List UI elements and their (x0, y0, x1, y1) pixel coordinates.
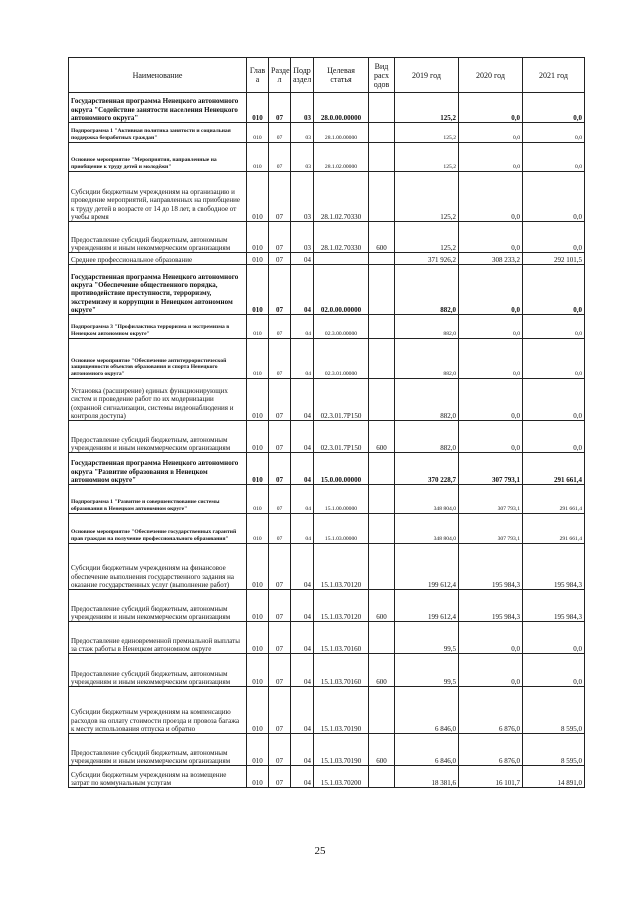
row-2021: 291 661,4 (523, 453, 585, 485)
row-2020: 0,0 (459, 172, 523, 222)
row-2021: 292 101,5 (523, 253, 585, 265)
row-2019: 199 612,4 (395, 544, 459, 590)
row-2019: 6 846,0 (395, 734, 459, 766)
row-2020: 6 876,0 (459, 687, 523, 734)
row-podrazdel: 03 (291, 143, 314, 172)
row-razdel: 07 (269, 143, 291, 172)
row-razdel: 07 (269, 123, 291, 143)
row-vid (369, 687, 395, 734)
row-name: Предоставление субсидий бюджетным, автономным учреждениям и иным некоммерческим организациям (69, 222, 247, 253)
row-vid (369, 123, 395, 143)
header-glava: Глав а (247, 58, 269, 93)
table-row (69, 265, 585, 315)
row-podrazdel: 04 (291, 315, 314, 339)
row-razdel: 07 (269, 544, 291, 590)
row-statya (314, 253, 369, 265)
table-row (69, 123, 585, 143)
row-statya: 15.1.03.70120 (314, 590, 369, 622)
row-2020: 0,0 (459, 379, 523, 421)
row-podrazdel: 04 (291, 590, 314, 622)
row-statya: 02.0.00.00000 (314, 265, 369, 315)
header-statya: Целевая статья (314, 58, 369, 93)
row-razdel: 07 (269, 315, 291, 339)
row-2019: 882,0 (395, 315, 459, 339)
row-razdel: 07 (269, 590, 291, 622)
table-row (69, 453, 585, 485)
table-row (69, 172, 585, 222)
row-2020: 195 984,3 (459, 544, 523, 590)
row-name: Предоставление субсидий бюджетным, автономным учреждениям и иным некоммерческим организациям (69, 654, 247, 687)
header-name: Наименование (69, 58, 247, 93)
row-name: Основное мероприятие "Обеспечение государственных гарантий прав граждан на получение профессионального образования" (69, 514, 247, 544)
table-row (69, 766, 585, 788)
header-vid: Вид расх одов (369, 58, 395, 93)
row-2019: 125,2 (395, 123, 459, 143)
row-2021: 195 984,3 (523, 590, 585, 622)
row-glava: 010 (247, 453, 269, 485)
row-glava: 010 (247, 766, 269, 788)
row-2021: 0,0 (523, 379, 585, 421)
row-statya: 02.3.00.00000 (314, 315, 369, 339)
row-2019: 125,2 (395, 172, 459, 222)
row-name: Основное мероприятие "Обеспечение антитеррористической защищенности объектов образования и спорта Ненецкого автономного округа" (69, 339, 247, 379)
row-podrazdel: 04 (291, 766, 314, 788)
row-2021: 0,0 (523, 123, 585, 143)
row-glava: 010 (247, 544, 269, 590)
row-2021: 0,0 (523, 654, 585, 687)
row-2019: 348 804,0 (395, 485, 459, 514)
row-2019: 99,5 (395, 654, 459, 687)
row-podrazdel: 03 (291, 123, 314, 143)
row-2020: 0,0 (459, 265, 523, 315)
row-razdel: 07 (269, 253, 291, 265)
row-glava: 010 (247, 222, 269, 253)
row-statya: 02.3.01.7Р150 (314, 421, 369, 453)
row-glava: 010 (247, 514, 269, 544)
row-razdel: 07 (269, 622, 291, 654)
row-name: Основное мероприятие "Мероприятия, направленные на приобщение к труду детей и молодёжи" (69, 143, 247, 172)
row-razdel: 07 (269, 339, 291, 379)
row-2020: 0,0 (459, 93, 523, 123)
table-row (69, 544, 585, 590)
row-2021: 0,0 (523, 315, 585, 339)
row-name: Государственная программа Ненецкого автономного округа "Обеспечение общественного порядка, противодействие преступности, терроризму, экстремизму и коррупции в Ненецком автономном округе" (69, 265, 247, 315)
row-podrazdel: 04 (291, 514, 314, 544)
row-2019: 371 926,2 (395, 253, 459, 265)
row-name: Установка (расширение) единых функционирующих систем и проведение работ по их модернизации (охранной сигнализации, системы видеонаблюдения и контроля доступа) (69, 379, 247, 421)
row-vid: 600 (369, 222, 395, 253)
row-podrazdel: 03 (291, 172, 314, 222)
row-2021: 8 595,0 (523, 734, 585, 766)
row-2019: 125,2 (395, 93, 459, 123)
row-statya: 15.1.03.00000 (314, 514, 369, 544)
row-name: Субсидии бюджетным учреждениям на возмещение затрат по коммунальным услугам (69, 766, 247, 788)
row-statya: 28.0.00.00000 (314, 93, 369, 123)
row-2019: 348 804,0 (395, 514, 459, 544)
row-2021: 195 984,3 (523, 544, 585, 590)
table-row (69, 590, 585, 622)
row-name: Подпрограмма 3 "Профилактика терроризма и экстремизма в Ненецком автономном округе" (69, 315, 247, 339)
row-2020: 0,0 (459, 123, 523, 143)
row-2020: 16 101,7 (459, 766, 523, 788)
header-2019: 2019 год (395, 58, 459, 93)
header-2021: 2021 год (523, 58, 585, 93)
row-vid: 600 (369, 421, 395, 453)
row-2019: 882,0 (395, 379, 459, 421)
row-razdel: 07 (269, 421, 291, 453)
row-2020: 0,0 (459, 654, 523, 687)
row-2021: 14 891,0 (523, 766, 585, 788)
row-glava: 010 (247, 315, 269, 339)
row-vid (369, 766, 395, 788)
budget-table (68, 57, 585, 788)
row-vid: 600 (369, 590, 395, 622)
row-podrazdel: 04 (291, 687, 314, 734)
row-glava: 010 (247, 339, 269, 379)
row-2020: 0,0 (459, 143, 523, 172)
row-glava: 010 (247, 734, 269, 766)
row-glava: 010 (247, 123, 269, 143)
row-2020: 307 793,1 (459, 485, 523, 514)
row-podrazdel: 04 (291, 253, 314, 265)
page-number: 25 (314, 845, 326, 857)
row-2020: 195 984,3 (459, 590, 523, 622)
row-razdel: 07 (269, 734, 291, 766)
row-glava: 010 (247, 654, 269, 687)
row-name: Среднее профессиональное образование (69, 253, 247, 265)
row-2020: 0,0 (459, 421, 523, 453)
row-2019: 125,2 (395, 222, 459, 253)
row-glava: 010 (247, 265, 269, 315)
row-glava: 010 (247, 93, 269, 123)
row-razdel: 07 (269, 222, 291, 253)
row-2020: 307 793,1 (459, 453, 523, 485)
row-vid (369, 93, 395, 123)
row-name: Субсидии бюджетным учреждениям на компенсацию расходов на оплату стоимости проезда и провоза багажа к месту использования отпуска и обратно (69, 687, 247, 734)
row-2019: 125,2 (395, 143, 459, 172)
row-name: Предоставление субсидий бюджетным, автономным учреждениям и иным некоммерческим организациям (69, 421, 247, 453)
row-2021: 0,0 (523, 93, 585, 123)
row-statya: 15.1.03.70160 (314, 622, 369, 654)
row-glava: 010 (247, 143, 269, 172)
row-2019: 882,0 (395, 339, 459, 379)
row-razdel: 07 (269, 514, 291, 544)
row-vid (369, 339, 395, 379)
row-podrazdel: 04 (291, 734, 314, 766)
row-podrazdel: 04 (291, 265, 314, 315)
row-statya: 15.1.03.70190 (314, 734, 369, 766)
row-glava: 010 (247, 622, 269, 654)
row-2019: 99,5 (395, 622, 459, 654)
row-razdel: 07 (269, 265, 291, 315)
row-vid (369, 485, 395, 514)
table-row (69, 687, 585, 734)
row-statya: 28.1.02.00000 (314, 143, 369, 172)
row-razdel: 07 (269, 93, 291, 123)
row-vid (369, 253, 395, 265)
row-glava: 010 (247, 687, 269, 734)
row-razdel: 07 (269, 654, 291, 687)
row-razdel: 07 (269, 485, 291, 514)
row-podrazdel: 04 (291, 453, 314, 485)
row-statya: 02.3.01.00000 (314, 339, 369, 379)
header-2020: 2020 год (459, 58, 523, 93)
row-glava: 010 (247, 421, 269, 453)
header-razdel: Разде л (269, 58, 291, 93)
row-vid (369, 315, 395, 339)
row-2020: 0,0 (459, 622, 523, 654)
row-vid: 600 (369, 734, 395, 766)
row-vid (369, 453, 395, 485)
row-2021: 291 661,4 (523, 485, 585, 514)
row-statya: 15.1.03.70160 (314, 654, 369, 687)
row-2019: 882,0 (395, 421, 459, 453)
table-row (69, 734, 585, 766)
row-statya: 15.1.00.00000 (314, 485, 369, 514)
row-glava: 010 (247, 172, 269, 222)
row-podrazdel: 04 (291, 544, 314, 590)
row-2021: 8 595,0 (523, 687, 585, 734)
row-statya: 28.1.02.70330 (314, 222, 369, 253)
table-row (69, 421, 585, 453)
row-podrazdel: 04 (291, 339, 314, 379)
row-vid: 600 (369, 654, 395, 687)
row-2021: 0,0 (523, 421, 585, 453)
table-row (69, 93, 585, 123)
header-podrazdel: Подр аздел (291, 58, 314, 93)
row-vid (369, 265, 395, 315)
row-statya: 28.1.00.00000 (314, 123, 369, 143)
row-name: Субсидии бюджетным учреждениям на организацию и проведение мероприятий, направленных на приобщение к труду детей в возрасте от 14 до 18 лет, в свободное от учебы время (69, 172, 247, 222)
row-podrazdel: 04 (291, 485, 314, 514)
table-row (69, 315, 585, 339)
row-podrazdel: 03 (291, 222, 314, 253)
row-name: Предоставление субсидий бюджетным, автономным учреждениям и иным некоммерческим организациям (69, 590, 247, 622)
row-name: Государственная программа Ненецкого автономного округа "Содействие занятости населения Ненецкого автономного округа" (69, 93, 247, 123)
row-statya: 28.1.02.70330 (314, 172, 369, 222)
row-podrazdel: 04 (291, 379, 314, 421)
row-2021: 291 661,4 (523, 514, 585, 544)
row-statya: 15.1.03.70120 (314, 544, 369, 590)
row-2021: 0,0 (523, 622, 585, 654)
table-row (69, 253, 585, 265)
row-2019: 370 228,7 (395, 453, 459, 485)
row-2019: 882,0 (395, 265, 459, 315)
table-row (69, 654, 585, 687)
row-name: Предоставление субсидий бюджетным, автономным учреждениям и иным некоммерческим организациям (69, 734, 247, 766)
row-2021: 0,0 (523, 222, 585, 253)
row-2021: 0,0 (523, 265, 585, 315)
table-row (69, 622, 585, 654)
row-2019: 199 612,4 (395, 590, 459, 622)
table-row (69, 485, 585, 514)
row-razdel: 07 (269, 766, 291, 788)
row-razdel: 07 (269, 379, 291, 421)
row-2021: 0,0 (523, 172, 585, 222)
row-name: Подпрограмма 1 "Развитие и совершенствование системы образования в Ненецком автономном округе" (69, 485, 247, 514)
row-glava: 010 (247, 253, 269, 265)
table-row (69, 339, 585, 379)
row-statya: 15.1.03.70190 (314, 687, 369, 734)
row-2020: 0,0 (459, 315, 523, 339)
row-2020: 0,0 (459, 222, 523, 253)
header-row (69, 58, 585, 93)
row-2020: 307 793,1 (459, 514, 523, 544)
row-glava: 010 (247, 590, 269, 622)
table-row (69, 379, 585, 421)
row-glava: 010 (247, 485, 269, 514)
row-vid (369, 172, 395, 222)
row-razdel: 07 (269, 453, 291, 485)
row-statya: 15.0.00.00000 (314, 453, 369, 485)
row-2020: 308 233,2 (459, 253, 523, 265)
table-body (69, 93, 585, 788)
row-2019: 18 381,6 (395, 766, 459, 788)
row-podrazdel: 04 (291, 421, 314, 453)
row-razdel: 07 (269, 687, 291, 734)
row-2021: 0,0 (523, 143, 585, 172)
row-2020: 0,0 (459, 339, 523, 379)
table-row (69, 514, 585, 544)
row-vid (369, 622, 395, 654)
row-vid (369, 379, 395, 421)
row-podrazdel: 04 (291, 622, 314, 654)
row-name: Государственная программа Ненецкого автономного округа "Развитие образования в Ненецком автономном округе" (69, 453, 247, 485)
row-glava: 010 (247, 379, 269, 421)
row-2019: 6 846,0 (395, 687, 459, 734)
row-name: Субсидии бюджетным учреждениям на финансовое обеспечение выполнения государственного задания на оказание государственных услуг (выполнение работ) (69, 544, 247, 590)
row-vid (369, 514, 395, 544)
table-row (69, 222, 585, 253)
row-statya: 15.1.03.70200 (314, 766, 369, 788)
table-row (69, 143, 585, 172)
row-vid (369, 143, 395, 172)
row-razdel: 07 (269, 172, 291, 222)
row-name: Подпрограмма 1 "Активная политика занятости и социальная поддержка безработных граждан" (69, 123, 247, 143)
row-2021: 0,0 (523, 339, 585, 379)
row-vid (369, 544, 395, 590)
row-2020: 6 876,0 (459, 734, 523, 766)
row-podrazdel: 04 (291, 654, 314, 687)
row-podrazdel: 03 (291, 93, 314, 123)
row-statya: 02.3.01.7Р150 (314, 379, 369, 421)
row-name: Предоставление единовременной премиальной выплаты за стаж работы в Ненецком автономном округе (69, 622, 247, 654)
